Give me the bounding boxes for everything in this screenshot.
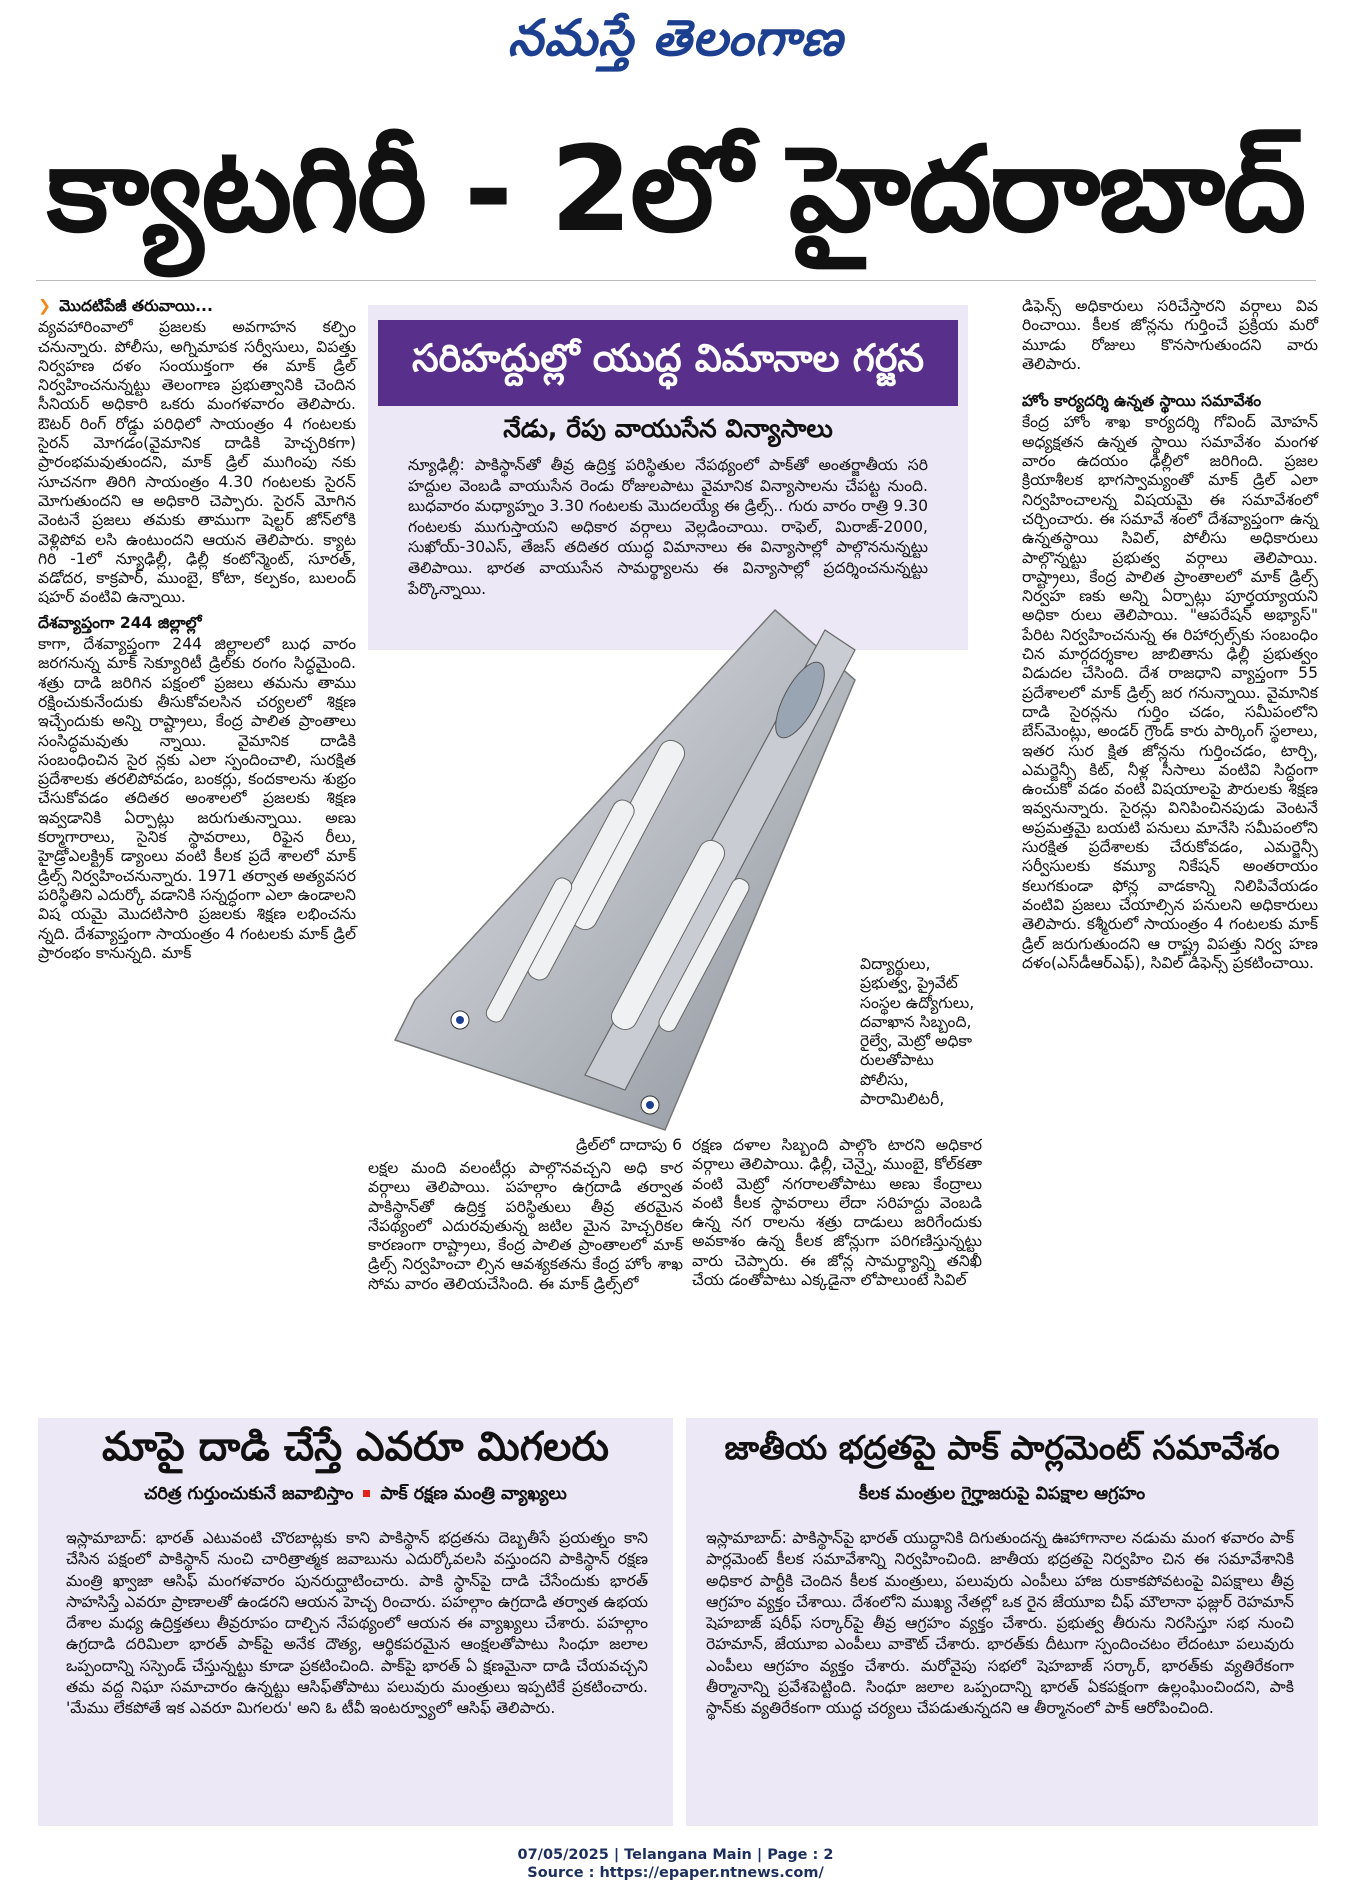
middle-paragraph: లక్షల మంది వలంటీర్లు పాల్గొనవచ్చని అధి కార వర్గాలు తెలిపాయి. పహల్గాం ఉగ్రదాడి తర్వాత పాకిస్థాన్‌తో ఉద్రిక్త పరిస్థితులు తీవ్ర తరమైన నేపథ్యంలో ఎదురవుతున్న జటిల మైన హెచ్చరికల కారణంగా రాష్ట్రాలు, కేంద్ర పాలిత ప్రాంతాలలో మాక్ డ్రిల్స్ నిర్వహించా ల్సిన ఆవశ్యకతను కేంద్ర హోం శాఖ సోమ వారం తెలియచేసింది. ఈ మాక్ డ్రిల్స్‌లో <box>368 1159 683 1293</box>
right-subhead: హోం కార్యదర్శి ఉన్నత స్థాయి సమావేశం <box>1022 392 1262 411</box>
center-banner: సరిహద్దుల్లో యుద్ధ విమానాల గర్జన <box>378 320 958 406</box>
bottom-left-sub1: చరిత్ర గుర్తుంచుకునే జవాబిస్తాం <box>144 1484 354 1504</box>
left-kicker: మొదటిపేజీ తరువాయి... <box>59 297 213 315</box>
right-column <box>1022 297 1318 975</box>
bottom-left-body: ఇస్లామాబాద్: భారత్ ఎటువంటి చొరబాట్లకు కాని పాకిస్థాన్ భద్రతను దెబ్బతీసే ప్రయత్నం కాని చేసిన పక్షంలో పాకిస్థాన్ నుంచి చారిత్రాత్మక జవాబును ఎదుర్కోవలసి వస్తుందని పాకిస్థాన్ రక్షణ మంత్రి ఖ్వాజా ఆసిఫ్ మంగళవారం పునరుద్ఘాటించారు. పాకి స్థాన్‌పై దాడి చేసేందుకు భారత్ సాహసిస్తే ఎవరూ ప్రాణాలతో ఉండరని ఆయన హెచ్చ రించారు. పహల్గాం ఉగ్రదాడి తర్వాత ఉభయ దేశాల మధ్య ఉద్రిక్తతలు తీవ్రరూపం దాల్చిన నేపథ్యంలో ఆయన ఈ వ్యాఖ్యలు చేశారు. పహల్గాం ఉగ్రదాడి దరిమిలా భారత్ పాక్‌పై అనేక దౌత్య, ఆర్థికపరమైన ఆంక్షలతోపాటు సింధూ జలాల ఒప్పందాన్ని సస్పెండ్ చేస్తున్నట్టు కూడా ప్రకటించింది. పాక్‌పై భారత్ ఏ క్షణమైనా దాడి చేయవచ్చని తమ వద్ద నిఘా సమాచారం ఉన్నట్టు ఆసిఫ్‌తోపాటు పలువురు మంత్రులు ఇప్పటికే ప్రకటించారు. 'మేము లేకపోతే ఇక ఎవరూ మిగలరు' అని ఓ టీవీ ఇంటర్వ్యూలో ఆసిఫ్ తెలిపారు. <box>66 1529 648 1718</box>
left-paragraph-1: వ్యవహారింవాలో ప్రజలకు అవగాహన కల్పిం చనున్నారు. పోలీసు, అగ్నిమాపక సర్వీసులు, విపత్తు నిర్వహణ దళం సంయుక్తంగా ఈ మాక్ డ్రిల్ నిర్వహించనున్నట్టు తెలంగాణ ప్రభుత్వానికి చెందిన సీనియర్ అధికారి ఒకరు మంగళవారం తెలిపారు. ఔటర్ రింగ్ రోడ్డు పరిధిలో సాయంత్రం 4 గంటలకు సైరన్ మోగడం(వైమానిక దాడికి హెచ్చరికగా) ప్రారంభమవుతుందని, మాక్ డ్రిల్ ముగింపు నకు సూచనగా తిరిగి సాయంత్రం 4.30 గంటలకు సైరన్ మోగుతుందని ఆ అధికారి చెప్పారు. సైరన్ మోగిన వెంటనే ప్రజలు తమకు తాముగా షెల్టర్ జోన్‌లోకి వెళ్లిపోవ లసి ఉంటుందని ఆయన తెలిపారు. క్యాట గిరి -1లో న్యూఢిల్లీ, ఢిల్లీ కంటోన్మెంట్, సూరత్, వడోదర, కాక్రపార్, ముంబై, కోటా, కల్పకం, బులంద్ షహర్ వంటివి ఉన్నాయి. <box>38 318 356 607</box>
main-headline: క్యాటగిరీ - 2లో హైదరాబాద్ <box>46 120 1305 258</box>
left-column <box>38 297 356 965</box>
red-bullet-icon <box>363 1490 370 1497</box>
bottom-left-subline <box>38 1484 673 1508</box>
footer <box>0 1846 1351 1882</box>
center-subhead: నేడు, రేపు వాయుసేన విన్యాసాలు <box>503 414 833 443</box>
middle-drill-line: డ్రిల్‌లో దాదాపు 6 <box>576 1136 682 1154</box>
bottom-left-headline: మాపై దాడి చేస్తే ఎవరూ మిగలరు <box>102 1424 609 1470</box>
fighter-jet-image <box>355 570 895 1150</box>
left-paragraph-2: కాగా, దేశవ్యాప్తంగా 244 జిల్లాలలో బుధ వారం జరగనున్న మాక్ సెక్యూరిటీ డ్రిల్‌కు రంగం సిద్ధమైంది. శత్రు దాడి జరిగిన పక్షంలో ప్రజలు తమను తాము రక్షించుకునేందుకు తీసుకోవలసిన చర్యలలో శిక్షణ ఇచ్చేందుకు అన్ని రాష్ట్రాలు, కేంద్ర పాలిత ప్రాంతాలు సంసిద్ధమవుతు న్నాయి. వైమానిక దాడికి సంబంధించిన సైర న్లకు ఎలా స్పందించాలి, సురక్షిత ప్రదేశాలకు తరలిపోవడం, బంకర్లు, కందకాలను శుభ్రం చేసుకోవడం తదితర అంశాలలో ప్రజలకు శిక్షణ ఇవ్వడానికి ఏర్పాట్లు జరుగుతున్నాయి. అణు కర్మాగారాలు, సైనిక స్థావరాలు, రిఫైన రీలు, హైడ్రోఎలక్ట్రిక్ డ్యాంలు వంటి కీలక ప్రదే శాలలో మాక్ డ్రిల్స్ నిర్వహించనున్నారు. 1971 తర్వాత అత్యవసర పరిస్థితిని ఎదుర్కో వడానికి సన్నద్ధంగా ఎలా ఉండాలని విష యమై మొదటిసారి ప్రజలకు శిక్షణ లభించను న్నది. దేశవ్యాప్తంగా సాయంత్రం 4 గంటలకు మాక్ డ్రిల్ ప్రారంభం కానున్నది. మాక్ <box>38 635 356 962</box>
bottom-right-headline: జాతీయ భద్రతపై పాక్ పార్లమెంట్ సమావేశం <box>724 1428 1280 1467</box>
footer-edition: 07/05/2025 | Telangana Main | Page : 2 <box>517 1847 834 1863</box>
footer-source: Source : https://epaper.ntnews.com/ <box>527 1865 824 1881</box>
masthead <box>0 8 1351 70</box>
masthead-title: నమస్తే తెలంగాణ <box>507 8 844 67</box>
bottom-right-body: ఇస్లామాబాద్: పాకిస్థాన్‌పై భారత్ యుద్ధానికి దిగుతుందన్న ఊహాగానాల నడుమ మంగ ళవారం పాక్ పార్లమెంట్ కీలక సమావేశాన్ని నిర్వహించింది. జాతీయ భద్రతపై నిర్వహిం చిన ఈ సమావేశానికి అధికార పార్టీకి చెందిన కీలక మంత్రులు, పలువురు ఎంపీలు హాజ రుకాకపోవటంపై విపక్షాలు తీవ్ర ఆగ్రహం వ్యక్తం చేశాయి. దేశంలోని ముఖ్య నేతల్లో ఒక రైన జేయూఐ చీఫ్ మౌలానా ఫజ్లుర్ రెహమాన్ షెహబాజ్ షరీఫ్ సర్కార్‌పై తీవ్ర ఆగ్రహం వ్యక్తం చేశారు. ప్రభుత్వ తీరును నిరసిస్తూ సభ నుంచి రెహమాన్, జేయూఐ ఎంపీలు వాకౌట్ చేశారు. భారత్‌కు దీటుగా స్పందించటం లేదంటూ పలువురు ఎంపీలు ఆగ్రహం వ్యక్తం చేశారు. మరోవైపు సభలో షెహబాజ్ సర్కార్, భారత్‌కు వ్యతిరేకంగా తీర్మానాన్ని ప్రవేశపెట్టింది. సింధూ జలాల ఒప్పందాన్ని భారత్ ఏకపక్షంగా ఉల్లంఘించిందని, పాకి స్థాన్‌కు వ్యతిరేకంగా యుద్ధ చర్యలు చేపడుతున్నదని ఆ తీర్మానంలో పాక్ ఆరోపించింది. <box>706 1529 1294 1718</box>
bottom-left-sub2: పాక్ రక్షణ మంత్రి వ్యాఖ్యలు <box>380 1484 567 1504</box>
middle-right-paragraph: రక్షణ దళాల సిబ్బంది పాల్గొం టారని అధికార వర్గాలు తెలిపాయి. ఢిల్లీ, చెన్నై, ముంబై, కోల్‌కతా వంటి మెట్రో నగరాలతోపాటు అణు కేంద్రాలు వంటి కీలక స్థావరాలు లేదా సరిహద్దు వెంబడి ఉన్న నగ రాలను శత్రు దాడులు జరిగేందుకు అవకాశం ఉన్న కీలక జోన్లుగా పరిగణిస్తున్నట్టు వారు చెప్పారు. ఈ జోన్ల సామర్థ్యాన్ని తనిఖీ చేయ డంతోపాటు ఎక్కడైనా లోపాలుంటే సివిల్ <box>692 1136 982 1290</box>
headline-divider <box>36 280 1316 281</box>
left-kicker-line <box>38 297 356 316</box>
arrow-icon: ❯ <box>38 297 52 315</box>
right-paragraph-2: కేంద్ర హోం శాఖ కార్యదర్శి గోవింద్ మోహన్ అధ్యక్షతన ఉన్నత స్థాయి సమావేశం మంగళ వారం ఉదయం ఢిల్లీలో జరిగింది. ప్రజల క్రియాశీలక భాగస్వామ్యంతో మాక్ డ్రిల్ ఎలా నిర్వహించాలన్న విషయమై ఈ సమావేశంలో చర్చించారు. ఈ సమావే శంలో దేశవ్యాప్తంగా ఉన్న ఉన్నతస్థాయి సివిల్, పోలీసు అధికారులు పాల్గొన్నట్టు ప్రభుత్వ వర్గాలు తెలిపాయి. రాష్ట్రాలు, కేంద్ర పాలిత ప్రాంతాలలో మాక్ డ్రిల్స్ నిర్వహ ణకు అన్ని ఏర్పాట్లు పూర్తయ్యాయని అధికా రులు తెలిపాయి. "ఆపరేషన్ అభ్యాస్" పేరిట నిర్వహించనున్న ఈ రిహార్సల్స్‌కు సంబంధిం చిన మార్గదర్శకాల జాబితాను ఢిల్లీ ప్రభుత్వం విడుదల చేసింది. దేశ రాజధాని వ్యాప్తంగా 55 ప్రదేశాలలో మాక్ డ్రిల్స్ జర గనున్నాయి. వైమానిక దాడి సైరన్లను గుర్తిం చడం, సమీపంలోని బేస్‌మెంట్లు, అండర్ గ్రౌండ్ కారు పార్కింగ్ స్థలాలు, ఇతర సుర క్షిత జోన్లను గుర్తించడం, టార్చి, ఎమర్జెన్సీ కిట్, నీళ్ల సీసాలు వంటివి సిద్ధంగా ఉంచుకో వడం వంటి విషయాలపై పౌరులకు శిక్షణ ఇవ్వనున్నారు. సైరన్లు వినిపించినపుడు వెంటనే అప్రమత్తమై బయటి పనులు మానేసి సమీపంలోని సురక్షిత ప్రదేశాలకు చేరుకోవడం, ఎమర్జెన్సీ సర్వీసులకు కమ్యూ నికేషన్ అంతరాయం కలుగకుండా ఫోన్ల వాడకాన్ని నిలిపివేయడం వంటివి ప్రజలు చేయాల్సిన పనులని అధికారులు తెలిపారు. కశ్మీరులో సాయంత్రం 4 గంటలకు మాక్ డ్రిల్ జరుగుతుందని ఆ రాష్ట్ర విపత్తు నిర్వ హణ దళం(ఎస్‌డీఆర్‌ఎఫ్), సివిల్ డిఫెన్స్ ప్రకటించాయి. <box>1022 413 1318 972</box>
left-subhead: దేశవ్యాప్తంగా 244 జిల్లాల్లో <box>38 613 202 632</box>
bottom-right-subline: కీలక మంత్రుల గైర్హాజరుపై విపక్షాల ఆగ్రహం <box>858 1484 1146 1504</box>
center-body: న్యూఢిల్లీ: పాకిస్థాన్‌తో తీవ్ర ఉద్రిక్త పరిస్థితుల నేపథ్యంలో పాక్‌తో అంతర్జాతీయ సరి హద్దుల వెంబడి వాయుసేన రెండు రోజులపాటు వైమానిక విన్యాసాలను చేపట్ట నుంది. బుధవారం మధ్యాహ్నం 3.30 గంటలకు మొదలయ్యే ఈ డ్రిల్స్.. గురు వారం రాత్రి 9.30 గంటలకు ముగుస్తాయని అధికార వర్గాలు వెల్లడించాయి. రాఫెల్, మిరాజ్-2000, సుఖోయ్-30ఎస్, తేజస్ తదితర యుద్ధ విమానాలు ఈ విన్యాసాల్లో పాల్గొననున్నట్టు తెలిపాయి. భారత వాయుసేన సామర్థ్యాలను ఈ విన్యాసాల్లో ప్రదర్శించనున్నట్టు పేర్కొన్నాయి. <box>408 456 929 598</box>
right-paragraph-1: డిఫెన్స్ అధికారులు సరిచేస్తారని వర్గాలు వివ రించాయి. కీలక జోన్లను గుర్తించే ప్రక్రియ మరో మూడు రోజులు కొనసాగుతుందని వారు తెలిపారు. <box>1022 297 1318 373</box>
middle-wrap-text: విద్యార్థులు, ప్రభుత్వ, ప్రైవేట్ సంస్థల ఉద్యోగులు, దవాఖాన సిబ్బంది, రైల్వే, మెట్రో అధికా రులతోపాటు పోలీసు, పారామిలిటరీ, <box>860 955 975 1109</box>
